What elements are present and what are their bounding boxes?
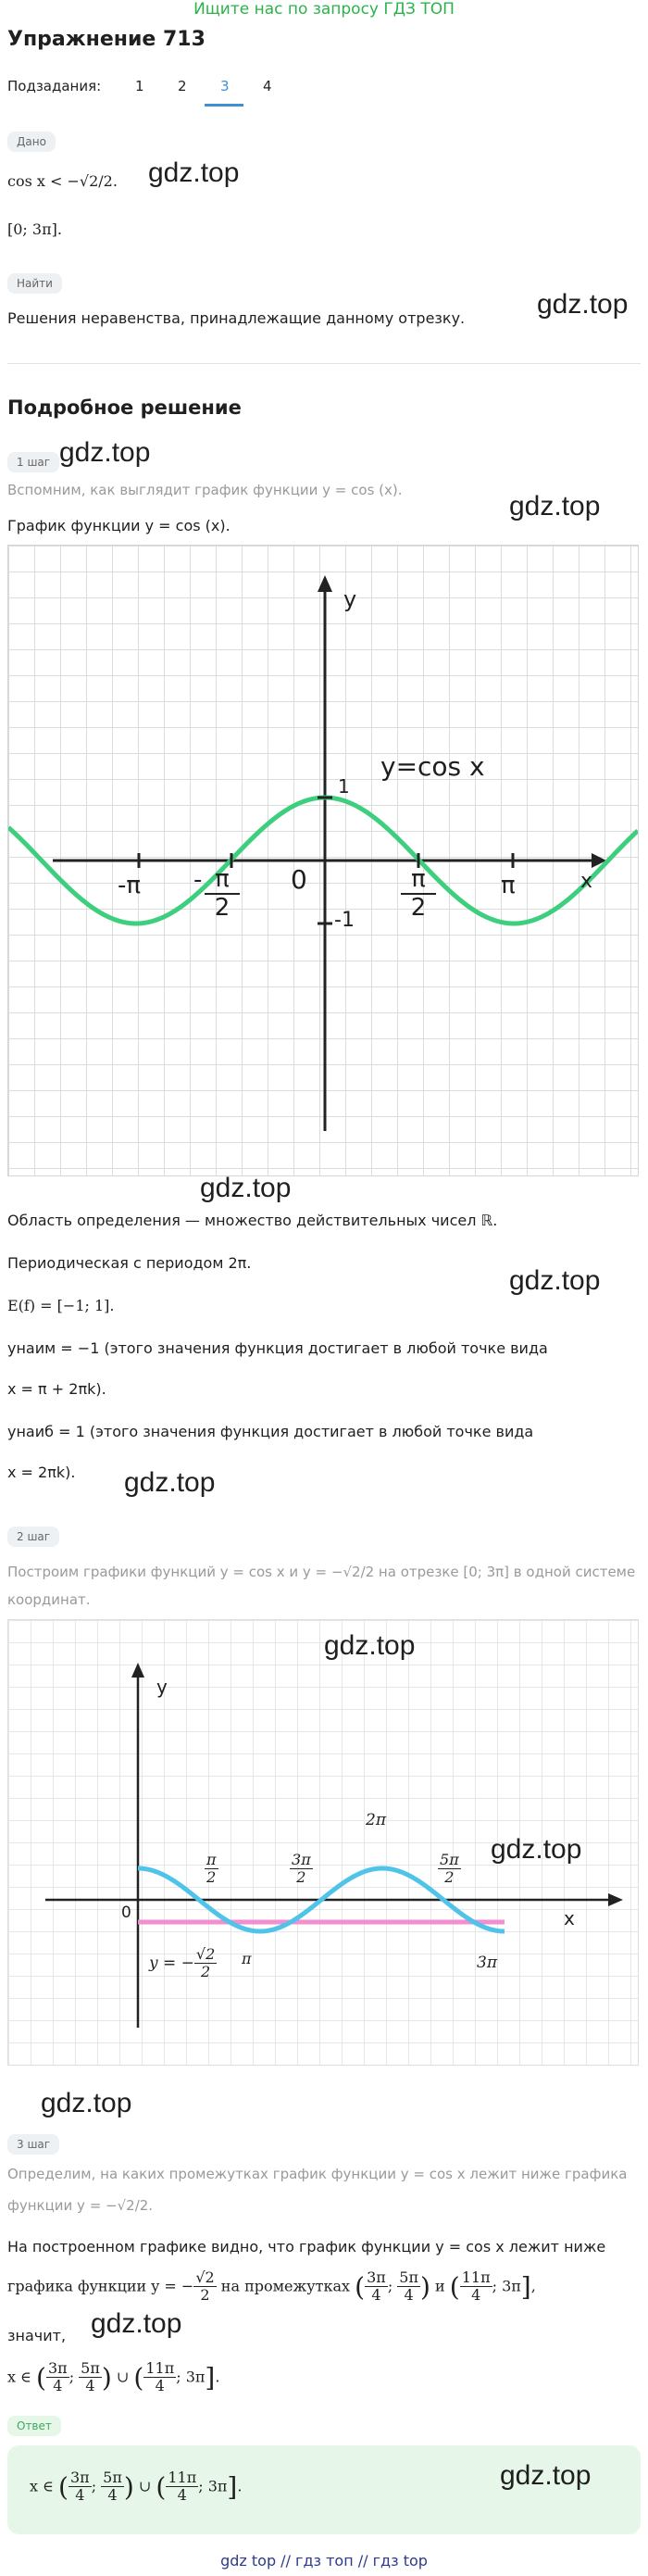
find-text: Решения неравенства, принадлежащие данному отрезку. [7,309,466,327]
watermark: gdz.top [324,1630,416,1661]
y-axis-arrow [318,575,332,592]
x-axis-arrow [608,1893,623,1906]
x-pi-label: π [501,872,516,899]
footer-links[interactable]: gdz top // гдз топ // гдз top [220,2552,428,2570]
step3-text-2: функции y = −√2/2. [7,2197,154,2214]
line-label: y = − $\frac{√2}{2}$ [149,1945,216,1981]
step1-p1: Область определения — множество действительных чисел ℝ. [7,1212,498,1229]
watermark: gdz.top [124,1467,216,1498]
x-minus-pi-label: -π [118,872,142,899]
x-axis-label: x [564,1907,575,1929]
two-pi-label: 2π [366,1811,386,1829]
answer-chip: Ответ [7,2416,61,2436]
watermark: gdz.top [91,2308,182,2339]
divider [7,363,641,364]
three-pi-label: 3π [477,1954,497,1972]
subtask-tab-4[interactable]: 4 [263,78,272,94]
subtask-tab-1[interactable]: 1 [135,78,144,94]
watermark: gdz.top [537,289,629,320]
step1-p2: Периодическая с периодом 2π. [7,1254,252,1272]
x-minus-half-pi-label: - π 2 [205,866,240,921]
step3-text-5: значит, [7,2327,67,2344]
step1-p4b: x = π + 2πk). [7,1380,106,1398]
solution-section-title: Подробное решение [7,396,242,419]
find-chip: Найти [7,273,62,294]
step1-p3: E(f) = [−1; 1]. [7,1297,115,1314]
y-axis-arrow [131,1663,144,1678]
step1-p4a: yнаим = −1 (этого значения функция достигает в любой точке вида [7,1339,548,1357]
answer-value: x ∈ ( $\frac{3\pi}{4}$ ; $\frac{5\pi}{4}$ ) ∪ ( $\frac{11\pi}{4}$ ; 3π]. [30,2469,243,2505]
watermark: gdz.top [509,491,601,521]
step2-text-2: координат. [7,1591,91,1608]
step2-text-1: Построим графики функций y = cos x и y = −√2/2 на отрезке [0; 3π] в одной системе [7,1564,636,1580]
three-half-pi-label: $\frac{3\pi}{2}$ [292,1851,311,1887]
subtasks-label: Подзадания: [7,78,102,94]
watermark: gdz.top [491,1834,582,1865]
watermark: gdz.top [509,1265,601,1296]
subtask-tab-3[interactable]: 3 [220,78,230,94]
step1-intro: Вспомним, как выглядит график функции y = cos (x). [7,482,403,498]
watermark: gdz.top [200,1173,292,1203]
origin-label: 0 [291,864,307,895]
watermark: gdz.top [148,157,240,188]
y-one-label: 1 [338,775,350,798]
five-half-pi-label: $\frac{5\pi}{2}$ [440,1851,459,1887]
given-line-2: [0; 3π]. [7,220,62,238]
y-axis-label: y [343,586,357,612]
step3-text-4: графика функции y = − $\frac{√2}{2}$ на промежутках ( $\frac{3\pi}{4}$ ; $\frac{5\pi}{4}$ ) и ( $\frac{11\pi}{4}$ ; 3π], [7,2268,536,2305]
x-half-pi-label: π 2 [401,866,436,921]
x-axis-label: x [580,870,593,893]
step2-chip: 2 шаг [7,1527,59,1547]
curve-label: y=cos x [380,751,485,782]
step3-result: x ∈ ( $\frac{3\pi}{4}$ ; $\frac{5\pi}{4}$ ) ∪ ( $\frac{11\pi}{4}$ ; 3π]. [7,2359,220,2395]
cos-graph [7,545,639,1176]
watermark: gdz.top [500,2460,592,2491]
given-line-1: cos x < −√2/2. [7,172,118,190]
subtask-tab-2[interactable]: 2 [178,78,187,94]
step3-text-3: На построенном графике видно, что график функции y = cos x лежит ниже [7,2238,606,2256]
search-banner[interactable]: Ищите нас по запросу ГДЗ ТОП [193,0,455,19]
cos-graph-svg [8,546,638,1175]
y-axis-label: y [156,1676,168,1698]
step1-p5a: yнаиб = 1 (этого значения функция достигает в любой точке вида [7,1423,534,1440]
active-tab-indicator [205,104,243,107]
given-chip: Дано [7,132,56,152]
watermark: gdz.top [41,2088,132,2118]
page-title: Упражнение 713 [7,28,206,51]
step3-text-1: Определим, на каких промежутках график функции y = cos x лежит ниже графика [7,2166,628,2182]
origin-label: 0 [121,1904,131,1922]
step1-graph-caption: График функции y = cos (x). [7,517,231,534]
watermark: gdz.top [59,437,151,468]
half-pi-label: $\frac{\pi}{2}$ [206,1851,217,1887]
step1-chip: 1 шаг [7,452,59,472]
step1-p5b: x = 2πk). [7,1464,76,1481]
step3-chip: 3 шаг [7,2134,59,2155]
y-minus-one-label: -1 [334,909,355,932]
pi-label: π [242,1950,252,1967]
